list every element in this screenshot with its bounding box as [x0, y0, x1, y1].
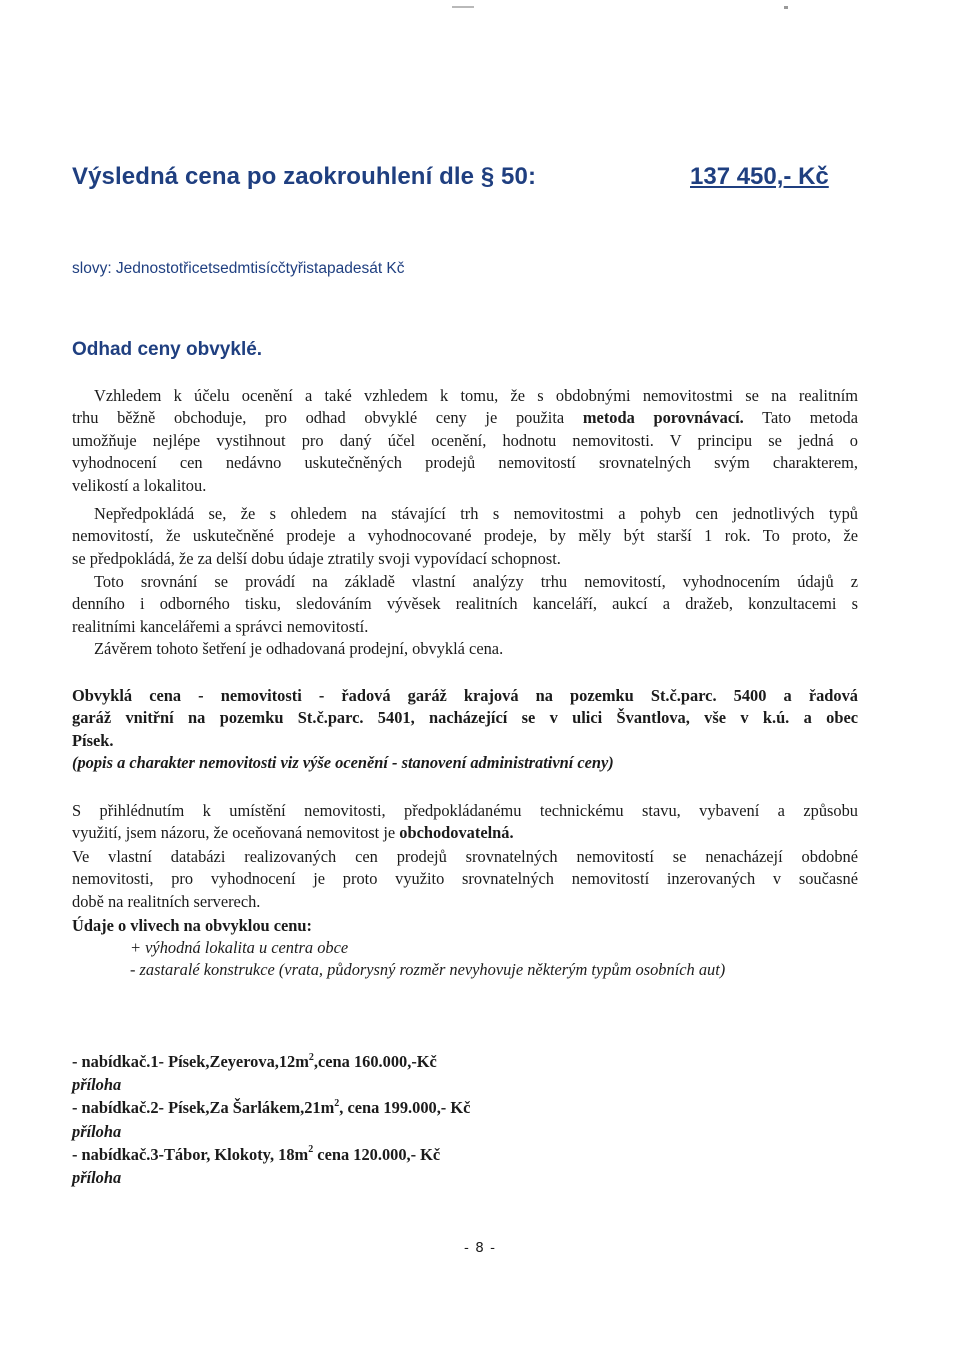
offer-item — [72, 1050, 470, 1073]
offer-text: - nabídkač.2- Písek,Za Šarlákem,21m — [72, 1098, 335, 1118]
page-number: - 8 - — [464, 1240, 496, 1256]
text-line: se předpokládá, že za delší dobu údaje ztratily svoji vypovídací schopnost. — [72, 548, 561, 568]
text-line: denního i odborného tisku, sledováním vývěsek realitních kanceláří, aukcí a dražeb, konzultacemi s — [72, 594, 858, 614]
offer-item — [72, 1143, 470, 1166]
text-run: Tato metoda — [743, 408, 858, 428]
text-line: Toto srovnání se provádí na základě vlastní analýzy trhu nemovitostí, vyhodnocením údajů z — [94, 572, 858, 591]
factor-positive: + výhodná lokalita u centra obce — [130, 938, 349, 957]
scan-artifact — [452, 6, 474, 8]
text-line — [72, 407, 858, 429]
offer-text: - nabídkač.3-Tábor, Klokoty, 18m — [72, 1144, 309, 1164]
factors-list — [130, 937, 725, 982]
text-line: Obvyklá cena - nemovitosti - řadová garáž krajová na pozemku St.č.parc. 5400 a řadová — [72, 686, 858, 705]
text-line: garáž vnitřní na pozemku St.č.parc. 5401, nacházející se v ulici Švantlova, vše v k.ú. a obec — [72, 708, 858, 728]
offer-sup: 2 — [308, 1051, 314, 1063]
offer-price: , cena 199.000,- Kč — [339, 1098, 471, 1118]
offer-sup: 2 — [308, 1144, 314, 1156]
factors-heading — [72, 915, 858, 937]
text-line: realitními kancelářemi a správci nemovitostí. — [72, 616, 369, 636]
offers-list — [72, 1050, 470, 1189]
text-line: umožňuje nejlépe vystihnout pro daný účel ocenění, hodnotu nemovitosti. V principu se jedná o — [72, 430, 858, 450]
marketability-verdict: obchodovatelná. — [399, 823, 514, 843]
text-run: využití, jsem názoru, že oceňovaná nemovitost je — [72, 823, 400, 843]
text-line: vyhodnocení cen nedávno uskutečněných prodejů nemovitostí srovnatelných svým charakterem, — [72, 453, 858, 473]
text-line: nemovitostí, že uskutečněné prodeje a vyhodnocované prodeje, by měly být starší 1 rok. To proto, že — [72, 526, 858, 546]
section-heading: Odhad ceny obvyklé. — [72, 339, 263, 360]
result-price: 137 450,- Kč — [690, 163, 829, 190]
paragraph-marketability — [72, 800, 858, 845]
offer-attachment: příloha — [72, 1168, 122, 1188]
offer-price: ,cena 160.000,-Kč — [313, 1052, 437, 1071]
description-note: (popis a charakter nemovitosti viz výše ocenění - stanovení administrativní ceny) — [72, 753, 614, 773]
paragraph-sources — [72, 571, 858, 638]
result-title: Výsledná cena po zaokrouhlení dle § 50: — [72, 163, 537, 190]
method-name: metoda porovnávací. — [582, 408, 744, 428]
usual-price-heading — [72, 685, 858, 775]
text-run: trhu běžně obchoduje, pro odhad obvyklé ceny je použita — [72, 408, 583, 428]
offer-item — [72, 1096, 470, 1119]
text-line: Vzhledem k účelu ocenění a také vzhledem k tomu, že s obdobnými nemovitostmi se na realitním — [94, 386, 858, 405]
paragraph-method — [72, 385, 858, 497]
offer-price: cena 120.000,- Kč — [313, 1144, 441, 1164]
text-line: Ve vlastní databázi realizovaných cen prodejů srovnatelných nemovitostí se nenacházejí obdobné — [72, 847, 858, 866]
text-line: době na realitních serverech. — [72, 891, 261, 911]
price-in-words: slovy: Jednostotřicetsedmtisícčtyřistapadesát Kč — [72, 260, 405, 277]
paragraph-period — [72, 503, 858, 570]
text-line: velikostí a lokalitou. — [72, 475, 207, 495]
text-line: Nepředpokládá se, že s ohledem na stávající trh s nemovitostmi a pohyb cen jednotlivých typů — [94, 504, 858, 523]
text-line: Písek. — [72, 730, 114, 750]
text-line — [72, 822, 858, 844]
offer-sup: 2 — [334, 1097, 340, 1109]
factor-negative: - zastaralé konstrukce (vrata, půdorysný rozměr nevyhovuje některým typům osobních aut) — [130, 960, 726, 980]
offer-text: - nabídkač.1- Písek,Zeyerova,12m — [72, 1052, 309, 1071]
text-line: Údaje o vlivech na obvyklou cenu: — [72, 916, 312, 935]
paragraph-conclusion — [72, 638, 858, 660]
text-line: S přihlédnutím k umístění nemovitosti, předpokládanému technickému stavu, vybavení a způsobu — [72, 801, 858, 820]
offer-attachment: příloha — [72, 1075, 122, 1095]
offer-attachment: příloha — [72, 1121, 122, 1141]
paragraph-database — [72, 846, 858, 913]
text-line: Závěrem tohoto šetření je odhadovaná prodejní, obvyklá cena. — [94, 639, 504, 658]
text-line: nemovitosti, pro vyhodnocení je proto využito srovnatelných nemovitostí inzerovaných v současné — [72, 869, 858, 889]
scan-artifact — [784, 6, 788, 9]
